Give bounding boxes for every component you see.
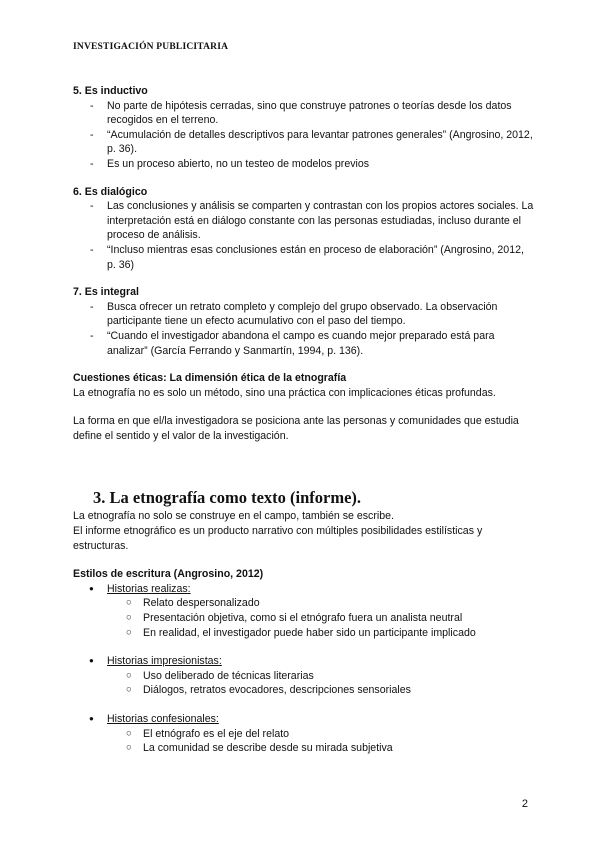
chapter-heading: 3. La etnografía como texto (informe). <box>93 488 362 508</box>
list-item <box>73 654 535 712</box>
list-item <box>73 582 535 654</box>
list-item: ○ Diálogos, retratos evocadores, descripciones sensoriales <box>73 683 535 698</box>
dash-list <box>73 199 535 272</box>
section-title: 6. Es dialógico <box>73 185 148 198</box>
sub-list <box>73 596 535 640</box>
section-integral <box>73 285 535 358</box>
paragraph: La etnografía no solo se construye en el campo, también se escribe. <box>73 510 394 523</box>
section-writing-styles <box>73 567 535 756</box>
dash-list <box>73 300 535 358</box>
list-item: - Las conclusiones y análisis se comparten y contrastan con los propios actores sociales. La interpretación está en diálogo constante con las personas estudiadas, incluso durante el proceso de análisis. <box>73 199 535 243</box>
section-title: Estilos de escritura (Angrosino, 2012) <box>73 568 264 581</box>
page-number: 2 <box>521 798 528 810</box>
list-item: ○ Presentación objetiva, como si el etnógrafo fuera un analista neutral <box>73 611 535 626</box>
style-label: Historias impresionistas: <box>107 655 222 668</box>
section-title: 5. Es inductivo <box>73 85 148 97</box>
list-item: - “Cuando el investigador abandona el campo es cuando mejor preparado está para analizar” (García Ferrando y Sanmartín, 1994, p. 136). <box>73 329 535 358</box>
list-item: - Busca ofrecer un retrato completo y complejo del grupo observado. La observación participante tiene un efecto acumulativo con el paso del tiempo. <box>73 300 535 329</box>
section-inductive <box>73 84 535 172</box>
list-item <box>73 712 535 756</box>
list-item: - “Incluso mientras esas conclusiones están en proceso de elaboración” (Angrosino, 2012, p. 36) <box>73 243 535 272</box>
list-item: ○ Uso deliberado de técnicas literarias <box>73 669 535 684</box>
section-title: Cuestiones éticas: La dimensión ética de la etnografía <box>73 372 347 385</box>
section-dialogic <box>73 185 535 273</box>
list-item: - “Acumulación de detalles descriptivos para levantar patrones generales” (Angrosino, 2012, p. 36). <box>73 128 535 157</box>
dash-list <box>73 99 535 172</box>
style-label: Historias realizas: <box>107 582 191 595</box>
list-item: ○ Relato despersonalizado <box>73 596 535 611</box>
list-item: - Es un proceso abierto, no un testeo de modelos previos <box>73 157 535 172</box>
list-item: - No parte de hipótesis cerradas, sino que construye patrones o teorías desde los datos recogidos en el terreno. <box>73 99 535 128</box>
list-item: ○ La comunidad se describe desde su mirada subjetiva <box>73 741 535 756</box>
section-title: 7. Es integral <box>73 286 139 299</box>
paragraph: El informe etnográfico es un producto narrativo con múltiples posibilidades estilísticas y estructuras. <box>73 525 483 552</box>
list-item: ○ En realidad, el investigador puede haber sido un participante implicado <box>73 626 535 641</box>
section-ethics <box>73 371 535 443</box>
chapter-3 <box>73 487 535 553</box>
paragraph: La etnografía no es solo un método, sino una práctica con implicaciones éticas profundas. <box>73 386 496 399</box>
page-content <box>73 84 535 756</box>
sub-list <box>73 669 535 698</box>
style-label: Historias confesionales: <box>107 713 219 725</box>
paragraph: La forma en que el/la investigadora se posiciona ante las personas y comunidades que estudia define el sentido y el valor de la investigación. <box>73 415 519 442</box>
sub-list <box>73 727 535 756</box>
running-header: INVESTIGACIÓN PUBLICITARIA <box>73 42 229 52</box>
bullet-list <box>73 582 535 756</box>
list-item: ○ El etnógrafo es el eje del relato <box>73 727 535 742</box>
